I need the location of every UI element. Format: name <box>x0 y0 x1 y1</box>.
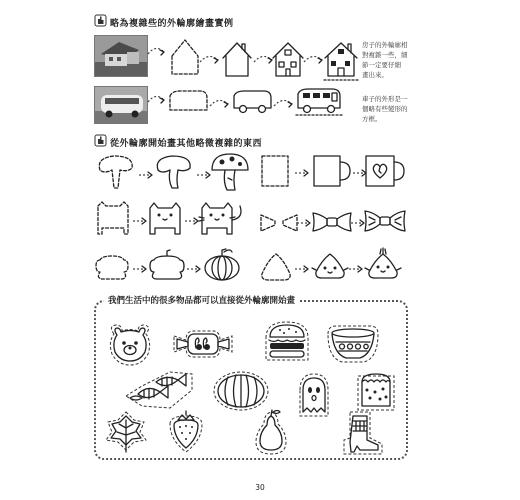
mushroom-icon <box>208 150 252 194</box>
house-icon <box>168 34 202 78</box>
leaf-icon <box>104 410 148 454</box>
cake-icon <box>356 368 396 412</box>
arrow <box>186 262 202 276</box>
house-icon <box>322 40 360 82</box>
bus-photo <box>94 86 148 124</box>
mushroom-icon <box>152 152 196 194</box>
arrow <box>294 262 310 276</box>
cat-icon <box>94 200 132 240</box>
pumpkin-icon <box>202 246 242 284</box>
page-number <box>238 483 282 492</box>
house-icon <box>220 40 254 80</box>
bus-icon <box>230 88 274 118</box>
candy-icon <box>172 328 234 360</box>
bus-icon <box>294 86 344 118</box>
bow-icon <box>362 206 408 236</box>
onigiri-icon <box>310 248 350 284</box>
cat-icon <box>146 200 186 240</box>
section-title-3: 我們生活中的很多物品都可以直接從外輪廓開始畫 <box>104 294 299 306</box>
onigiri-icon <box>258 250 294 284</box>
hand-pointer-icon <box>94 14 107 27</box>
watermelon-icon <box>212 370 270 412</box>
section-title-1: 略為複雜些的外輪廓繪畫實例 <box>110 19 234 29</box>
mug-icon <box>362 152 408 192</box>
burger-icon <box>262 320 312 364</box>
arrow <box>208 94 230 114</box>
onigiri-icon <box>362 246 404 284</box>
ghost-icon <box>296 372 332 420</box>
arrow <box>272 94 294 114</box>
arrow <box>146 40 166 64</box>
arrow <box>146 90 166 110</box>
bear-icon <box>106 322 154 368</box>
pumpkin-icon <box>94 252 130 284</box>
fish-icon <box>122 368 196 412</box>
mushroom-icon <box>94 152 138 194</box>
hand-pointer-icon <box>94 134 107 147</box>
pumpkin-icon <box>148 248 186 284</box>
pear-icon <box>252 408 290 456</box>
house-note: 房子的外輪廓相 對複雜一些，細 節一定要仔細 畫出來。 <box>362 41 408 79</box>
bus-note: 車子的外形是一 個略有些變形的 方框。 <box>362 95 408 123</box>
section-title-2: 從外輪廓開始畫其他略微複雜的東西 <box>110 139 263 149</box>
bow-icon <box>258 210 300 236</box>
bow-icon <box>310 208 354 236</box>
mug-icon <box>258 152 294 192</box>
house-photo <box>94 35 148 77</box>
strawberry-icon <box>166 410 206 454</box>
arrow <box>294 166 310 180</box>
bowl-icon <box>326 324 380 366</box>
page-number-text: 30 <box>255 483 265 492</box>
cat-icon <box>198 198 248 240</box>
boot-icon <box>340 410 384 456</box>
mug-icon <box>310 152 354 192</box>
house-icon <box>270 40 306 80</box>
bus-icon <box>166 88 210 118</box>
arrow <box>132 262 148 276</box>
